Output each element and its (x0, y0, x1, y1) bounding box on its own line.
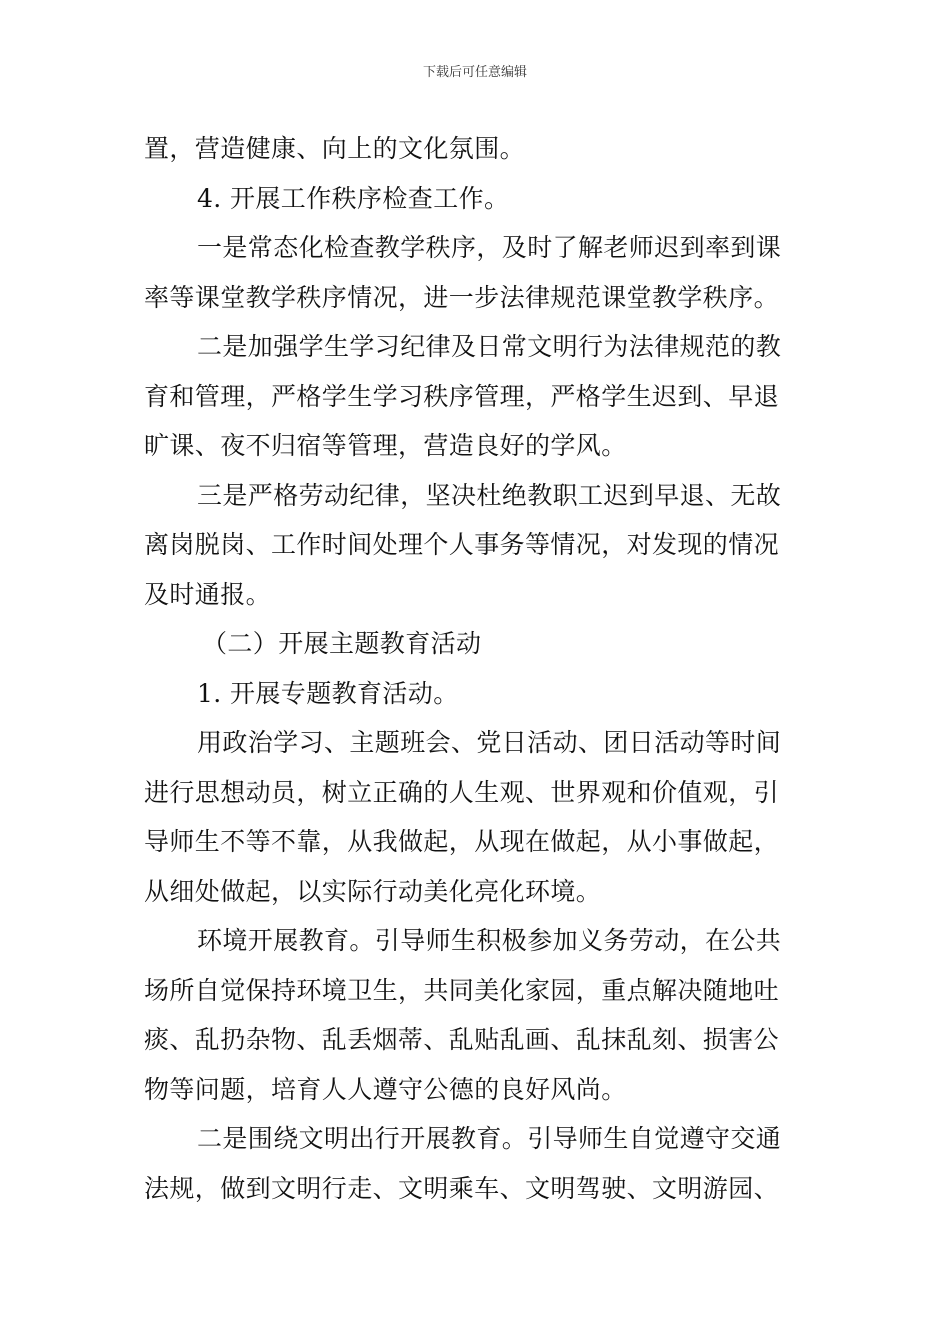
text-line: 导师生不等不靠，从我做起，从现在做起，从小事做起， (144, 827, 780, 856)
text-line: 二是围绕文明出行开展教育。引导师生自觉遵守交通 (197, 1124, 782, 1153)
text-line: 环境开展教育。引导师生积极参加义务劳动，在公共 (197, 926, 782, 955)
text-line: 一是常态化检查教学秩序，及时了解老师迟到率到课 (197, 233, 782, 262)
text-line: 二是加强学生学习纪律及日常文明行为法律规范的教 (197, 332, 782, 361)
text-line: 进行思想动员，树立正确的人生观、世界观和价值观，引 (144, 777, 780, 807)
text-line: 离岗脱岗、工作时间处理个人事务等情况，对发现的情况 (144, 530, 780, 559)
section-heading: 1. 开展专题教育活动。 (197, 678, 459, 708)
text-line: 及时通报。 (144, 579, 272, 609)
text-line: 法规，做到文明行走、文明乘车、文明驾驶、文明游园、 (144, 1173, 780, 1203)
text-line: 三是严格劳动纪律，坚决杜绝教职工迟到早退、无故 (197, 480, 782, 510)
section-heading: 4. 开展工作秩序检查工作。 (197, 183, 510, 213)
text-line: 率等课堂教学秩序情况，进一步法律规范课堂教学秩序。 (144, 282, 780, 312)
text-line: 育和管理，严格学生学习秩序管理，严格学生迟到、早退 (144, 381, 780, 411)
page-header: 下载后可任意编辑 (422, 65, 527, 80)
text-line: 用政治学习、主题班会、党日活动、团日活动等时间 (197, 728, 782, 757)
text-line: 从细处做起，以实际行动美化亮化环境。 (144, 876, 602, 906)
text-line: 物等问题，培育人人遵守公德的良好风尚。 (144, 1074, 627, 1104)
text-line: 旷课、夜不归宿等管理，营造良好的学风。 (144, 431, 627, 460)
document-body (144, 124, 808, 1213)
text-line: 场所自觉保持环境卫生，共同美化家园，重点解决随地吐 (144, 975, 780, 1005)
text-line: 置，营造健康、向上的文化氛围。 (144, 134, 526, 163)
section-heading: （二）开展主题教育活动 (202, 629, 482, 658)
text-line: 痰、乱扔杂物、乱丢烟蒂、乱贴乱画、乱抹乱刻、损害公 (144, 1025, 780, 1054)
